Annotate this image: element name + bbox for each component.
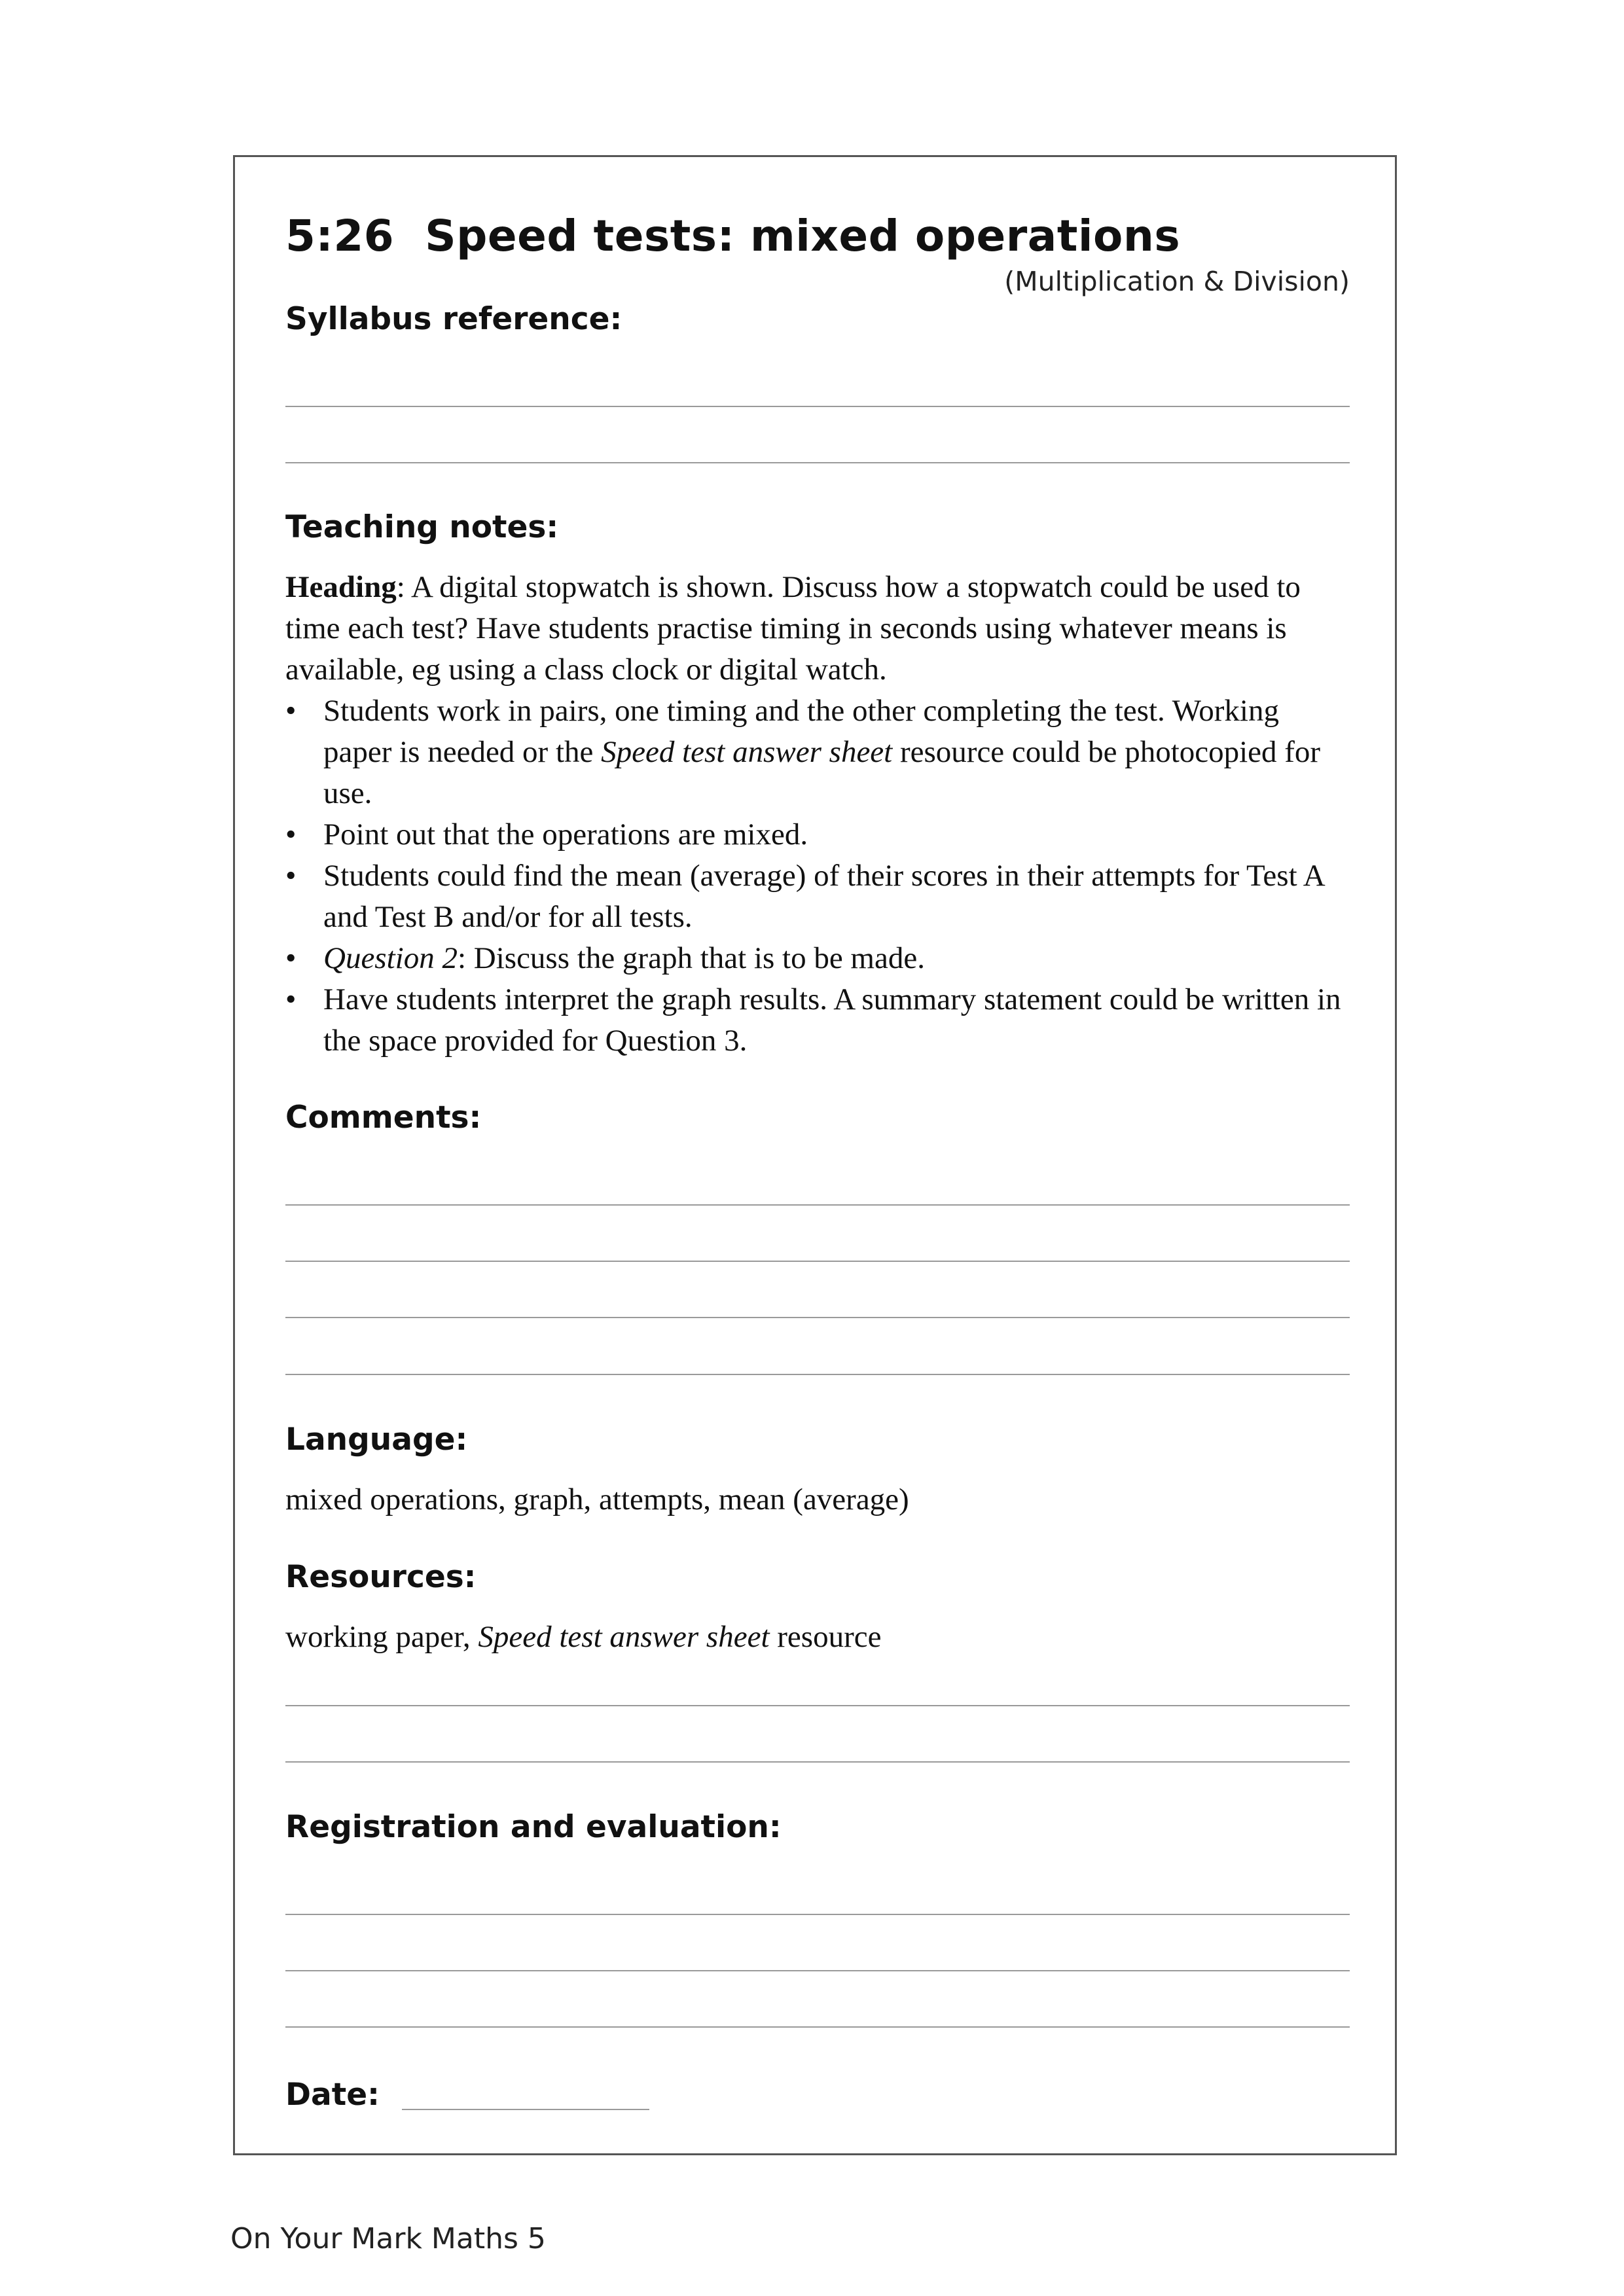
bullet-icon: • [285, 859, 297, 893]
bullet-icon: • [285, 817, 297, 852]
resource-title: Speed test answer sheet [478, 1620, 770, 1654]
teaching-notes-body [285, 567, 1352, 1062]
teaching-notes-intro [285, 567, 1352, 691]
bullet-text: Point out that the operations are mixed. [323, 817, 808, 852]
comments-write-line-4[interactable] [285, 1374, 1350, 1375]
resources-text [285, 1617, 1352, 1658]
language-label: Language: [285, 1422, 468, 1458]
list-item [285, 938, 1352, 979]
page-subtitle: (Multiplication & Division) [1004, 266, 1350, 297]
syllabus-write-line-2[interactable] [285, 462, 1350, 463]
language-text: mixed operations, graph, attempts, mean (average) [285, 1482, 909, 1516]
comments-write-line-2[interactable] [285, 1261, 1350, 1262]
bullet-text: Have students interpret the graph results. A summary statement could be written in the space provided for Question 3. [323, 982, 1341, 1058]
bullet-text: Students work in pairs, one timing and the other completing the test. Working paper is needed or the [323, 694, 1279, 769]
comments-label: Comments: [285, 1100, 482, 1136]
syllabus-write-line-1[interactable] [285, 406, 1350, 407]
registration-write-line-2[interactable] [285, 1970, 1350, 1971]
question-reference: Question 2 [323, 941, 458, 975]
registration-evaluation-label: Registration and evaluation: [285, 1809, 782, 1845]
date-write-line[interactable] [402, 2109, 649, 2110]
teaching-intro-text: : A digital stopwatch is shown. Discuss how a stopwatch could be used to time each test? Have students practise timing in seconds using whatever means is available, eg using a class clock or digital watch. [285, 570, 1301, 687]
resources-label: Resources: [285, 1559, 477, 1595]
list-item [285, 814, 1352, 855]
registration-write-line-1[interactable] [285, 1914, 1350, 1915]
comments-write-line-1[interactable] [285, 1204, 1350, 1206]
resource-title: Speed test answer sheet [601, 735, 893, 769]
page-frame [233, 155, 1397, 2155]
registration-write-line-3[interactable] [285, 2026, 1350, 2028]
list-item [285, 979, 1352, 1062]
resources-write-line-2[interactable] [285, 1761, 1350, 1763]
bullet-icon: • [285, 941, 297, 975]
teaching-notes-list [285, 691, 1352, 1062]
page-footer: On Your Mark Maths 5 [230, 2222, 546, 2255]
bullet-text: resource could be photocopied for use. [323, 735, 1321, 810]
bullet-text: Students could find the mean (average) of their scores in their attempts for Test A and Test B and/or for all tests. [323, 859, 1324, 934]
bullet-icon: • [285, 982, 297, 1016]
syllabus-reference-label: Syllabus reference: [285, 301, 623, 337]
page-title: 5:26 Speed tests: mixed operations [285, 211, 1181, 261]
date-label: Date: [285, 2077, 380, 2113]
comments-write-line-3[interactable] [285, 1317, 1350, 1318]
list-item [285, 691, 1352, 814]
teaching-notes-label: Teaching notes: [285, 509, 559, 545]
bullet-text: : Discuss the graph that is to be made. [457, 941, 925, 975]
resources-write-line-1[interactable] [285, 1705, 1350, 1706]
list-item [285, 855, 1352, 938]
resources-text-part: resource [769, 1620, 882, 1654]
heading-term: Heading [285, 570, 397, 604]
resources-text-part: working paper, [285, 1620, 478, 1654]
bullet-icon: • [285, 694, 297, 728]
